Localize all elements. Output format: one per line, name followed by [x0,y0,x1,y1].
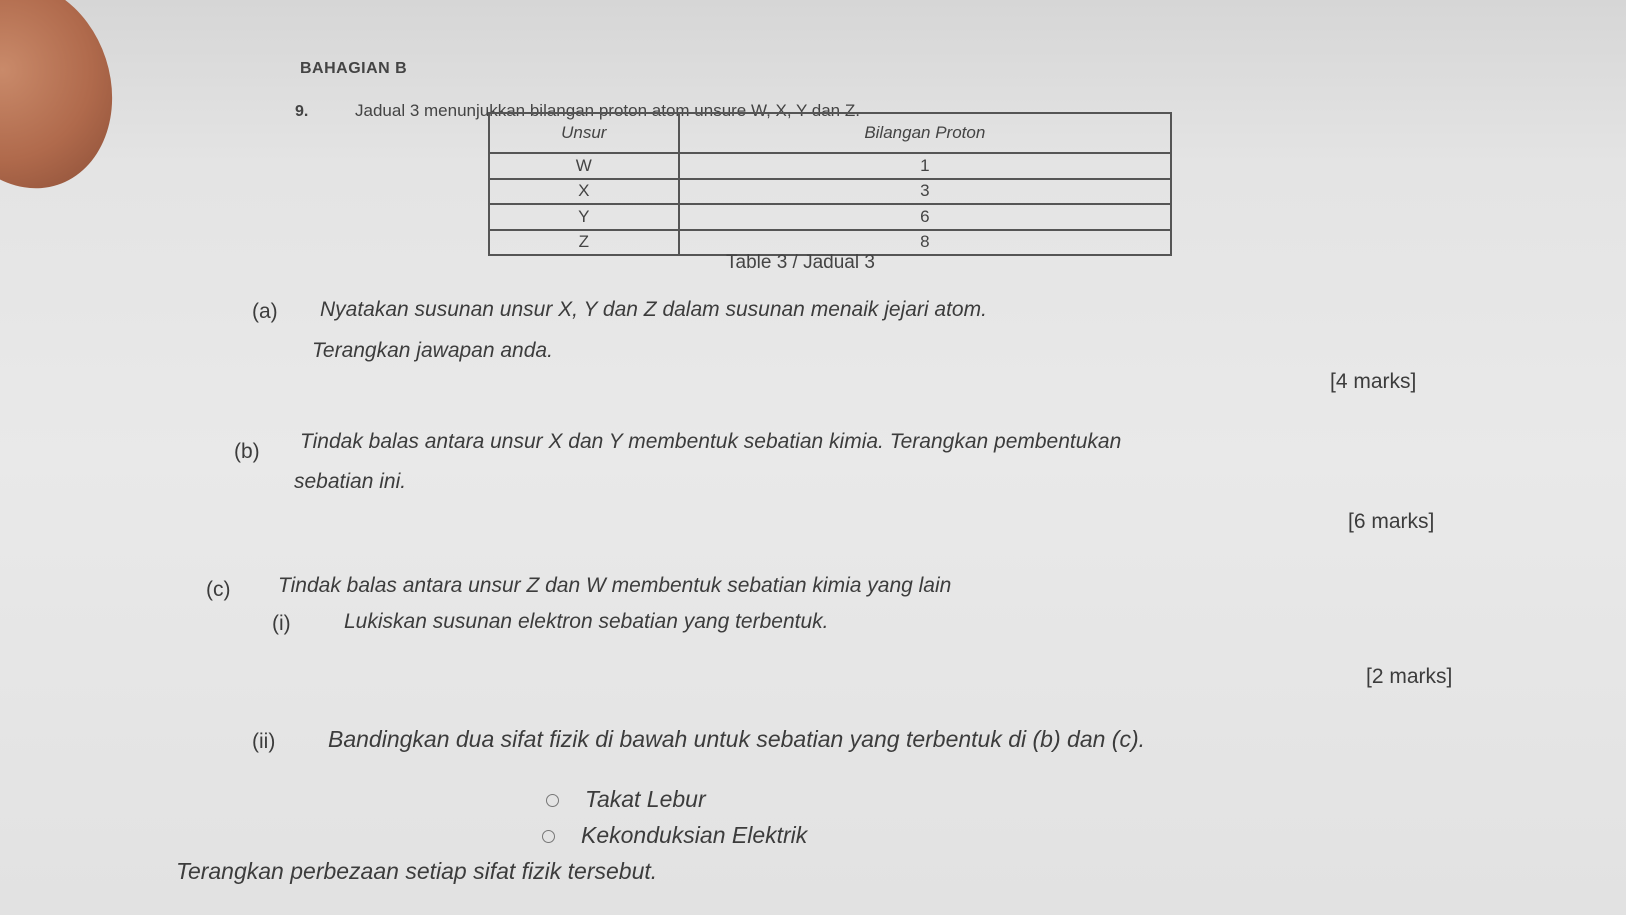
option-takat-lebur: Takat Lebur [546,786,706,813]
part-b-line1: Tindak balas antara unsur X dan Y membentuk sebatian kimia. Terangkan pembentukan [300,430,1122,453]
part-c-line1: Tindak balas antara unsur Z dan W membentuk sebatian kimia yang lain [278,574,952,597]
closing-instruction: Terangkan perbezaan setiap sifat fizik tersebut. [176,858,658,884]
question-number: 9. [295,103,309,120]
part-b-marks: [6 marks] [1348,510,1435,533]
part-a-marks: [4 marks] [1330,370,1417,393]
part-b-line2: sebatian ini. [294,470,407,493]
part-a-line1: Nyatakan susunan unsur X, Y dan Z dalam susunan menaik jejari atom. [320,298,987,321]
bullet-icon [542,830,555,843]
table-header-proton: Bilangan Proton [679,113,1171,153]
table-cell: 6 [679,204,1171,230]
part-a-line2: Terangkan jawapan anda. [312,339,553,362]
table-row [489,204,1171,230]
part-c-i-label: (i) [272,612,291,635]
bullet-icon [546,794,559,807]
table-caption: Table 3 / Jadual 3 [726,252,875,273]
part-a-label: (a) [252,300,278,323]
part-b-label: (b) [234,440,260,463]
table-header-unsur: Unsur [489,113,679,153]
table-row [489,153,1171,179]
table-row [489,179,1171,205]
table-cell: 8 [679,230,1171,256]
question-intro: Jadual 3 menunjukkan bilangan proton atom unsure W, X, Y dan Z. [355,101,860,120]
table-cell: Y [489,204,679,230]
table-cell: 1 [679,153,1171,179]
finger-shadow [0,0,138,211]
section-title: BAHAGIAN B [300,60,408,77]
part-c-ii-text: Bandingkan dua sifat fizik di bawah untuk sebatian yang terbentuk di (b) dan (c). [328,726,1145,752]
table-cell: X [489,179,679,205]
proton-table [488,112,1172,256]
part-c-ii-label: (ii) [252,730,276,753]
table-cell: 3 [679,179,1171,205]
part-c-label: (c) [206,578,231,601]
part-c-i-text: Lukiskan susunan elektron sebatian yang terbentuk. [344,610,829,633]
part-c-i-marks: [2 marks] [1366,665,1453,688]
table-cell: W [489,153,679,179]
option-kekonduksian: Kekonduksian Elektrik [542,822,807,849]
table-cell: Z [489,230,679,256]
